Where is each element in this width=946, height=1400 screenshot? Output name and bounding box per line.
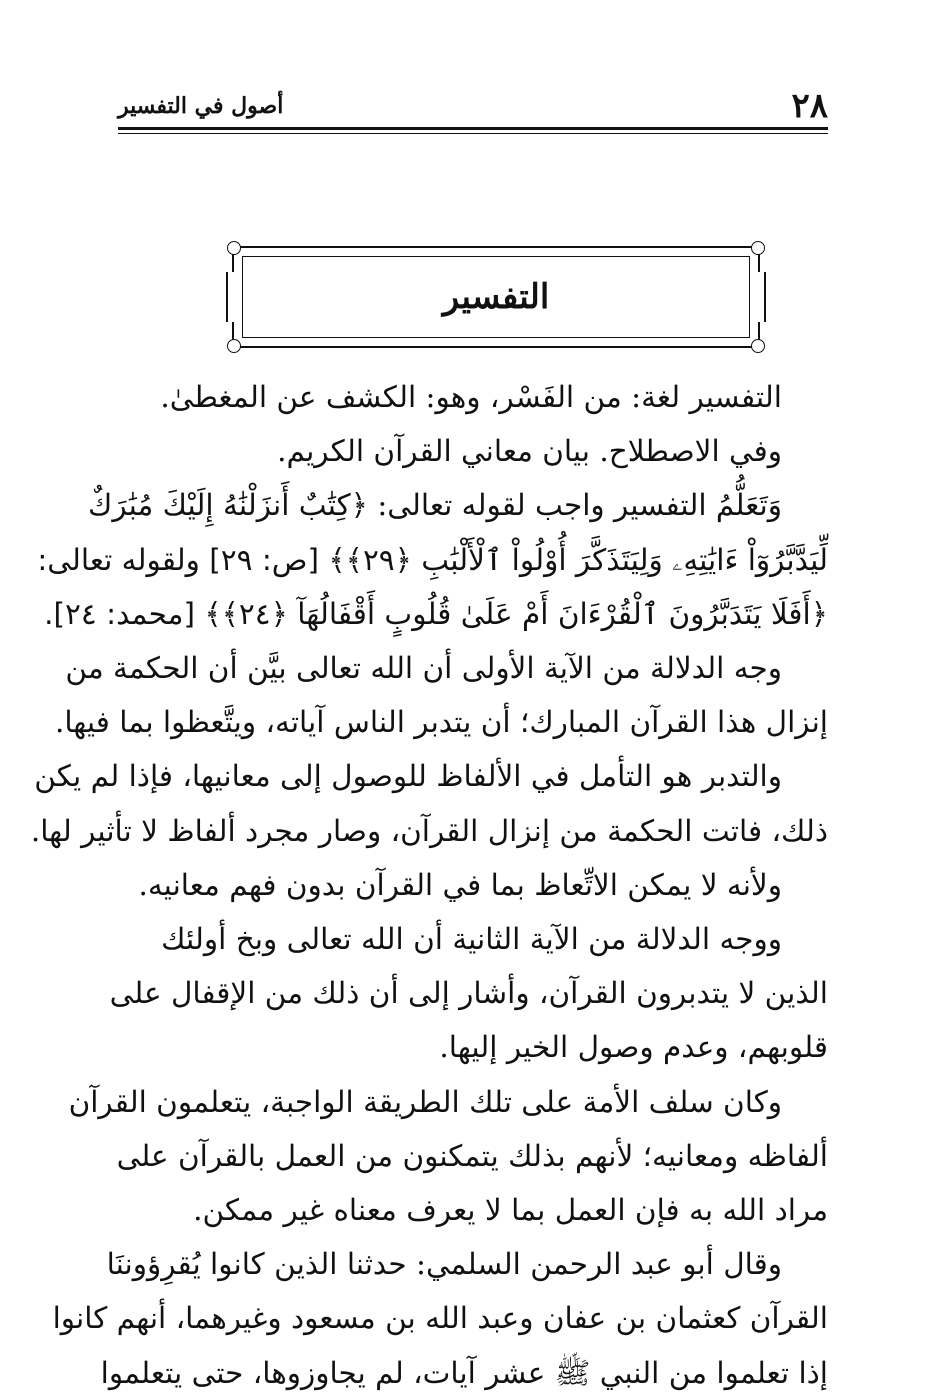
frame-corner-ornament: [751, 339, 765, 353]
paragraph-line: الذين لا يتدبرون القرآن، وأشار إلى أن ذلك من الإقفال على: [109, 976, 828, 1011]
paragraph-line: القرآن كعثمان بن عفان وعبد الله بن مسعود وغيرهما، أنهم كانوا: [52, 1301, 828, 1336]
section-title-frame: [232, 246, 760, 348]
paragraph-line: قلوبهم، وعدم وصول الخير إليها.: [439, 1030, 828, 1065]
paragraph-line: ولأنه لا يمكن الاتِّعاظ بما في القرآن بدون فهم معانيه.: [138, 867, 782, 902]
paragraph-line: إذا تعلموا من النبي ﷺ عشر آيات، لم يجاوزوها، حتى يتعلموا: [100, 1355, 828, 1390]
paragraph-line: وَتَعَلُّمُ التفسير واجب لقوله تعالى: ﴿كِتَٰبٌ أَنزَلْنَٰهُ إِلَيْكَ مُبَٰرَكٌ: [88, 488, 782, 523]
paragraph-line: مراد الله به فإن العمل بما لا يعرف معناه غير ممكن.: [193, 1193, 828, 1228]
paragraph-line: التفسير لغة: من الفَسْر، وهو: الكشف عن المغطىٰ.: [160, 380, 782, 414]
paragraph-line: ووجه الدلالة من الآية الثانية أن الله تعالى وبخ أولئك: [161, 922, 782, 957]
paragraph-line: إنزال هذا القرآن المبارك؛ أن يتدبر الناس آياته، ويتَّعظوا بما فيها.: [54, 705, 828, 740]
page-number: ٢٨: [791, 86, 828, 126]
paragraph-line: وقال أبو عبد الرحمن السلمي: حدثنا الذين كانوا يُقرِؤوننَا: [106, 1247, 782, 1282]
frame-corner-ornament: [227, 339, 241, 353]
header-rule-thick: [118, 127, 828, 130]
frame-corner-ornament: [227, 241, 241, 255]
frame-corner-ornament: [751, 241, 765, 255]
page-header: [118, 86, 828, 126]
paragraph-line: وجه الدلالة من الآية الأولى أن الله تعالى بيَّن أن الحكمة من: [65, 651, 782, 686]
paragraph-line: وفي الاصطلاح. بيان معاني القرآن الكريم.: [277, 434, 782, 469]
header-rule-thin: [118, 133, 828, 134]
paragraph-line: والتدبر هو التأمل في الألفاظ للوصول إلى معانيها، فإذا لم يكن: [34, 759, 782, 794]
running-head: أصول في التفسير: [118, 93, 284, 119]
paragraph-line: وكان سلف الأمة على تلك الطريقة الواجبة، يتعلمون القرآن: [68, 1084, 782, 1119]
paragraph-line: ألفاظه ومعانيه؛ لأنهم بذلك يتمكنون من العمل بالقرآن على: [116, 1138, 828, 1173]
body-text: [30, 370, 828, 1400]
section-title: التفسير: [442, 277, 550, 317]
quran-verse-line: لِّيَدَّبَّرُوٓاْ ءَايَٰتِهِۦ وَلِيَتَذَكَّرَ أُوْلُواْ ٱلْأَلْبَٰبِ ﴿٢٩﴾﴾ [ص: ٢٩] ولقوله تعالى:: [37, 542, 828, 577]
quran-verse-line: ﴿أَفَلَا يَتَدَبَّرُونَ ٱلْقُرْءَانَ أَمْ عَلَىٰ قُلُوبٍ أَقْفَالُهَآ ﴿٢٤﴾﴾ [محمد: ٢٤].: [44, 596, 828, 631]
paragraph-line: ذلك، فاتت الحكمة من إنزال القرآن، وصار مجرد ألفاظ لا تأثير لها.: [30, 813, 828, 848]
